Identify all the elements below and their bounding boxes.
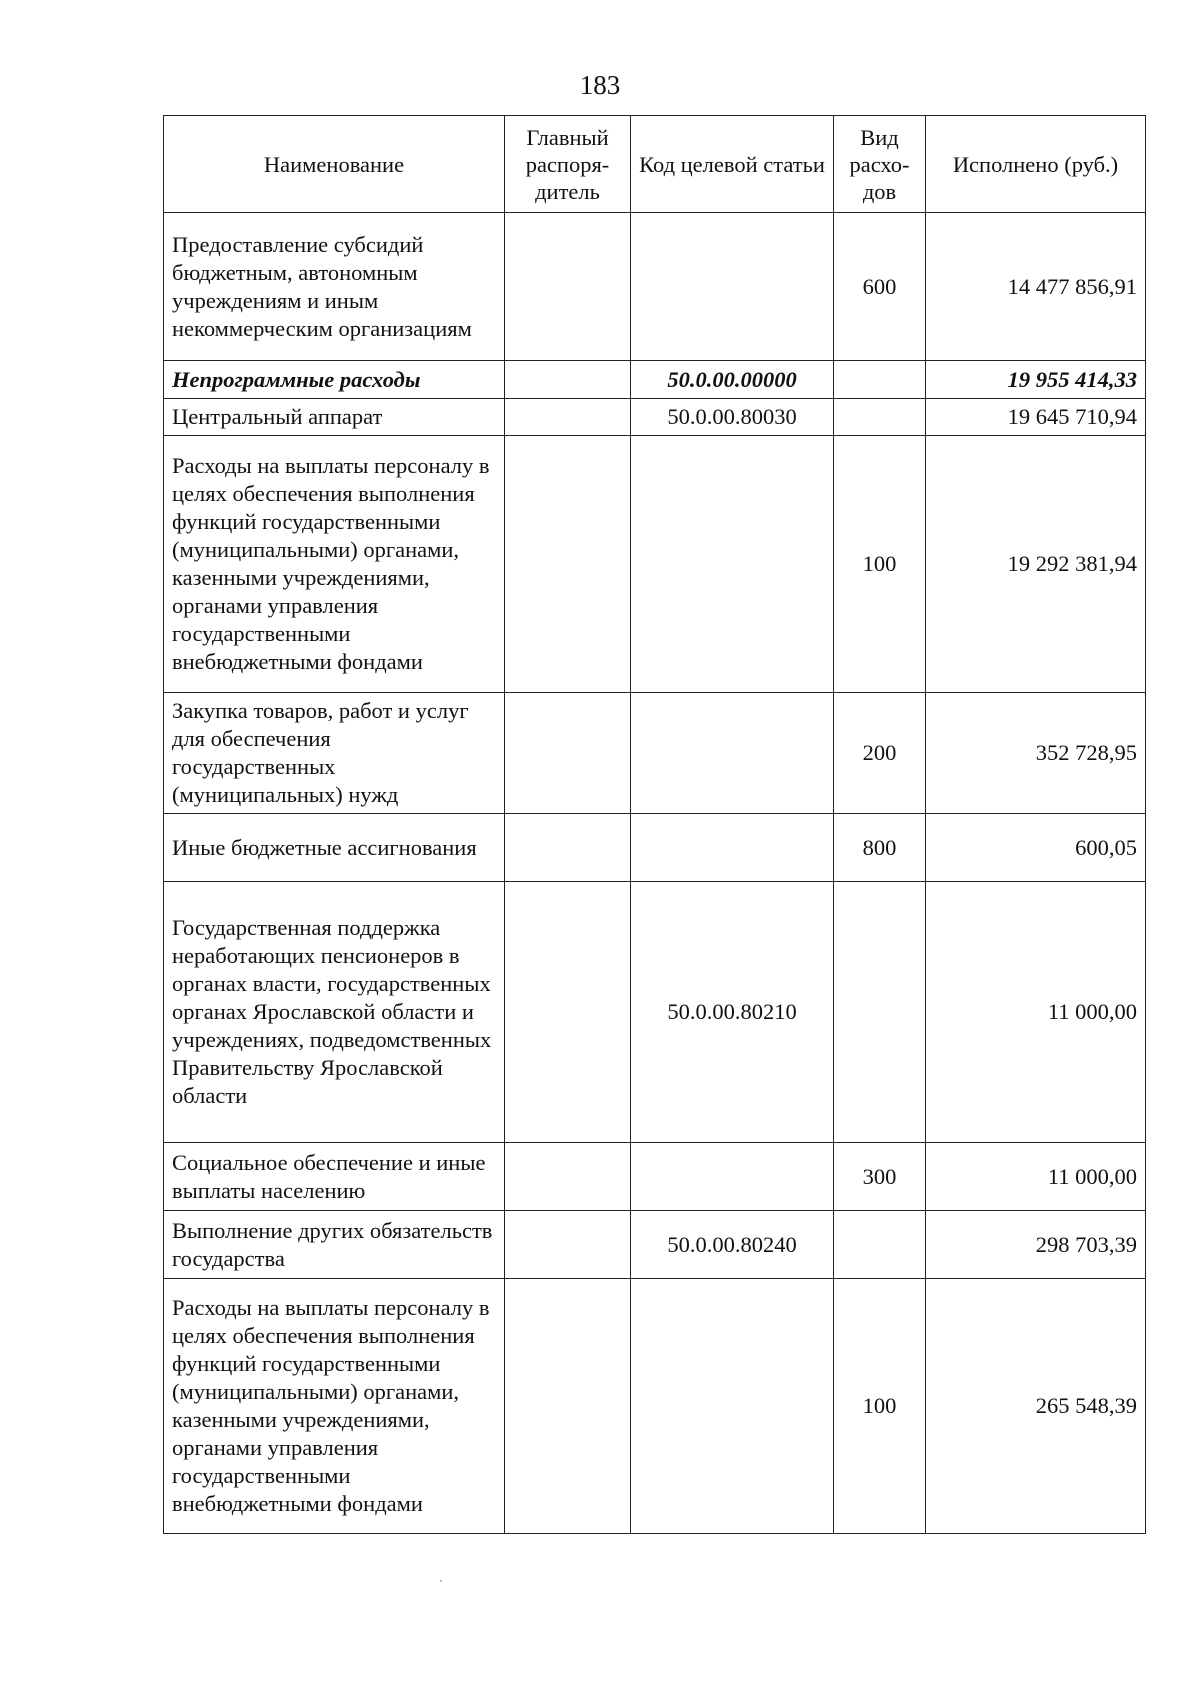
row-target-code (631, 1143, 834, 1211)
row-expense-type (834, 1211, 926, 1279)
table-row (164, 213, 1146, 361)
row-expense-type: 100 (834, 1279, 926, 1534)
row-name: Государственная поддержка неработающих пенсионеров в органах власти, государственных органах Ярославской области и учреждениях, подведомственных Правительству Ярославской области (164, 882, 505, 1143)
header-name: Наименование (164, 116, 505, 213)
row-executed: 19 292 381,94 (926, 436, 1146, 693)
row-main-manager (505, 1279, 631, 1534)
row-expense-type (834, 361, 926, 399)
table-row (164, 1279, 1146, 1534)
row-main-manager (505, 1211, 631, 1279)
row-main-manager (505, 814, 631, 882)
row-expense-type (834, 399, 926, 436)
row-executed: 14 477 856,91 (926, 213, 1146, 361)
row-name: Иные бюджетные ассигнования (164, 814, 505, 882)
table-row (164, 436, 1146, 693)
row-executed: 19 955 414,33 (926, 361, 1146, 399)
row-expense-type (834, 882, 926, 1143)
table-row (164, 361, 1146, 399)
row-executed: 11 000,00 (926, 882, 1146, 1143)
row-expense-type: 600 (834, 213, 926, 361)
row-expense-type: 300 (834, 1143, 926, 1211)
table-row (164, 814, 1146, 882)
table-header (164, 116, 1146, 213)
table-row (164, 882, 1146, 1143)
row-expense-type: 800 (834, 814, 926, 882)
header-main-manager: Главный распоря-дитель (505, 116, 631, 213)
row-executed: 265 548,39 (926, 1279, 1146, 1534)
budget-execution-table (163, 115, 1146, 1534)
table-row (164, 693, 1146, 814)
row-target-code (631, 1279, 834, 1534)
header-target-code: Код целевой статьи (631, 116, 834, 213)
row-main-manager (505, 1143, 631, 1211)
row-target-code (631, 814, 834, 882)
header-expense-type: Вид расхо-дов (834, 116, 926, 213)
table-row (164, 1211, 1146, 1279)
row-target-code (631, 693, 834, 814)
row-name: Непрограммные расходы (164, 361, 505, 399)
row-name: Расходы на выплаты персоналу в целях обеспечения выполнения функций государственными (муниципальными) органами, казенными учреждениями, органами управления государственными внебюджетными фондами (164, 1279, 505, 1534)
row-name: Социальное обеспечение и иные выплаты населению (164, 1143, 505, 1211)
row-expense-type: 200 (834, 693, 926, 814)
header-executed: Исполнено (руб.) (926, 116, 1146, 213)
row-main-manager (505, 882, 631, 1143)
row-executed: 19 645 710,94 (926, 399, 1146, 436)
row-executed: 298 703,39 (926, 1211, 1146, 1279)
row-name: Центральный аппарат (164, 399, 505, 436)
row-target-code (631, 436, 834, 693)
row-name: Выполнение других обязательств государства (164, 1211, 505, 1279)
row-name: Закупка товаров, работ и услуг для обеспечения государственных (муниципальных) нужд (164, 693, 505, 814)
table-row (164, 1143, 1146, 1211)
row-expense-type: 100 (834, 436, 926, 693)
row-name: Расходы на выплаты персоналу в целях обеспечения выполнения функций государственными (муниципальными) органами, казенными учреждениями, органами управления государственными внебюджетными фондами (164, 436, 505, 693)
row-target-code: 50.0.00.00000 (631, 361, 834, 399)
row-main-manager (505, 436, 631, 693)
row-executed: 600,05 (926, 814, 1146, 882)
row-main-manager (505, 399, 631, 436)
row-target-code: 50.0.00.80210 (631, 882, 834, 1143)
row-target-code: 50.0.00.80030 (631, 399, 834, 436)
row-target-code: 50.0.00.80240 (631, 1211, 834, 1279)
row-main-manager (505, 693, 631, 814)
row-main-manager (505, 361, 631, 399)
row-target-code (631, 213, 834, 361)
page-number: 183 (579, 70, 621, 100)
table-row (164, 399, 1146, 436)
row-name: Предоставление субсидий бюджетным, автономным учреждениям и иным некоммерческим организациям (164, 213, 505, 361)
row-main-manager (505, 213, 631, 361)
row-executed: 11 000,00 (926, 1143, 1146, 1211)
row-executed: 352 728,95 (926, 693, 1146, 814)
scan-artifact (440, 1580, 442, 1582)
